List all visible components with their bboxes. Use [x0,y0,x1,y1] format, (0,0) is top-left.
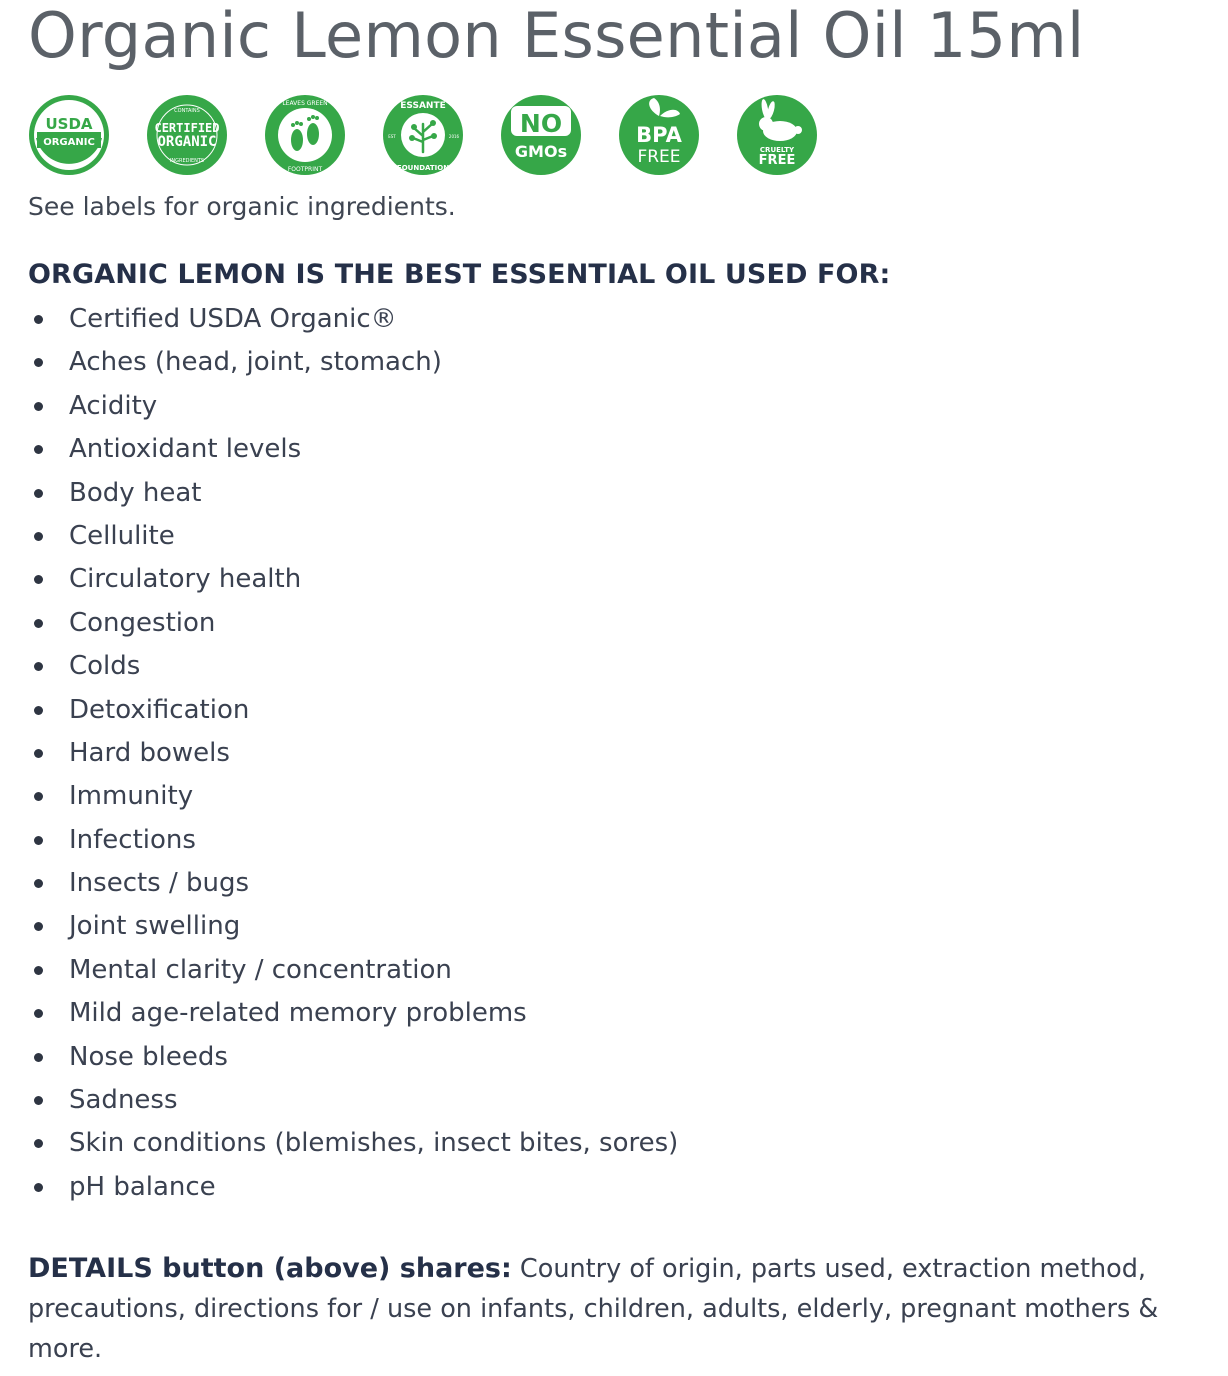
details-paragraph [28,1249,1218,1369]
bullet-icon [34,1053,43,1062]
bpa-free-icon [618,94,700,176]
badge-text: EST [388,134,396,139]
badge-text: ESSANTE [400,101,446,111]
list-item [28,732,1218,775]
page-title: Organic Lemon Essential Oil 15ml [28,0,1085,72]
list-item-label: Acidity [69,390,158,421]
bullet-icon [34,445,43,454]
badge-text: CERTIFIED [154,121,220,135]
bullet-icon [34,1139,43,1148]
badge-text: INGREDIENTS [169,158,205,164]
list-item [28,992,1218,1035]
bullet-icon [34,402,43,411]
product-description [28,0,1218,1369]
badge-text: NO [519,109,563,138]
list-item-label: Nose bleeds [69,1041,228,1072]
badge-text: ORGANIC [43,137,95,148]
list-item [28,775,1218,818]
list-item [28,385,1218,428]
list-item-label: Antioxidant levels [69,434,302,465]
certification-badges [28,94,1218,176]
bullet-icon [34,662,43,671]
list-item [28,428,1218,471]
bullet-icon [34,706,43,715]
bullet-icon [34,489,43,498]
badge-text: LEAVES GREEN [282,100,328,107]
bullet-icon [34,1096,43,1105]
list-item-label: Body heat [69,477,202,508]
list-item [28,1079,1218,1122]
list-item [28,819,1218,862]
list-item [28,602,1218,645]
bullet-icon [34,575,43,584]
list-item-label: Joint swelling [69,911,241,942]
badge-text: GMOs [514,142,568,161]
details-text: Country of origin, parts used, extraction method, precautions, directions for / use on infants, children, adults, elderly, pregnant mothers & more. [28,1254,1159,1365]
essante-foundation-icon [382,94,464,176]
list-item [28,1036,1218,1079]
badge-text: FREE [637,147,681,167]
bullet-icon [34,619,43,628]
bullet-icon [34,1009,43,1018]
labels-note: See labels for organic ingredients. [28,192,456,221]
list-item [28,1122,1218,1165]
certified-organic-icon [146,94,228,176]
bullet-icon [34,1183,43,1192]
badge-text: USDA [45,115,93,133]
bullet-icon [34,792,43,801]
list-item-label: Insects / bugs [69,868,250,899]
list-item [28,862,1218,905]
uses-heading: ORGANIC LEMON IS THE BEST ESSENTIAL OIL USED FOR: [28,259,891,290]
list-item-label: Immunity [69,781,194,812]
list-item [28,515,1218,558]
list-item-label: Aches (head, joint, stomach) [69,347,442,378]
list-item-label: Sadness [69,1085,178,1116]
list-item-label: Mild age-related memory problems [69,998,527,1029]
badge-text: 2016 [448,134,460,139]
list-item-label: Infections [69,824,196,855]
list-item-label: Detoxification [69,694,250,725]
badge-text: CONTAINS [174,108,200,114]
list-item-label: Circulatory health [69,564,302,595]
bullet-icon [34,532,43,541]
list-item-label: Hard bowels [69,737,230,768]
details-label: DETAILS button (above) shares: [28,1253,512,1285]
list-item [28,645,1218,688]
badge-text: CRUELTY [759,146,795,154]
list-item [28,905,1218,948]
list-item-label: Skin conditions (blemishes, insect bites, sores) [69,1128,679,1159]
list-item-label: Colds [69,651,141,682]
badge-text: FREE [758,153,796,168]
list-item-label: Cellulite [69,520,175,551]
bullet-icon [34,315,43,324]
uses-list [28,298,1218,1209]
list-item [28,949,1218,992]
bullet-icon [34,749,43,758]
usda-organic-icon [28,94,110,176]
bullet-icon [34,966,43,975]
bullet-icon [34,879,43,888]
bullet-icon [34,836,43,845]
list-item-label: Certified USDA Organic® [69,304,397,334]
badge-text: FOOTPRINT [287,166,323,173]
bullet-icon [34,358,43,367]
list-item-label: Mental clarity / concentration [69,954,452,985]
list-item [28,558,1218,601]
green-footprint-icon [264,94,346,176]
list-item [28,1166,1218,1209]
list-item [28,472,1218,515]
list-item-label: Congestion [69,607,216,638]
list-item [28,341,1218,384]
list-item [28,298,1218,341]
list-item-label: pH balance [69,1171,216,1202]
badge-text: ORGANIC [157,134,217,150]
cruelty-free-icon [736,94,818,176]
no-gmos-icon [500,94,582,176]
bullet-icon [34,922,43,931]
badge-text: BPA [636,123,682,147]
badge-text: FOUNDATION [396,164,450,172]
list-item [28,689,1218,732]
